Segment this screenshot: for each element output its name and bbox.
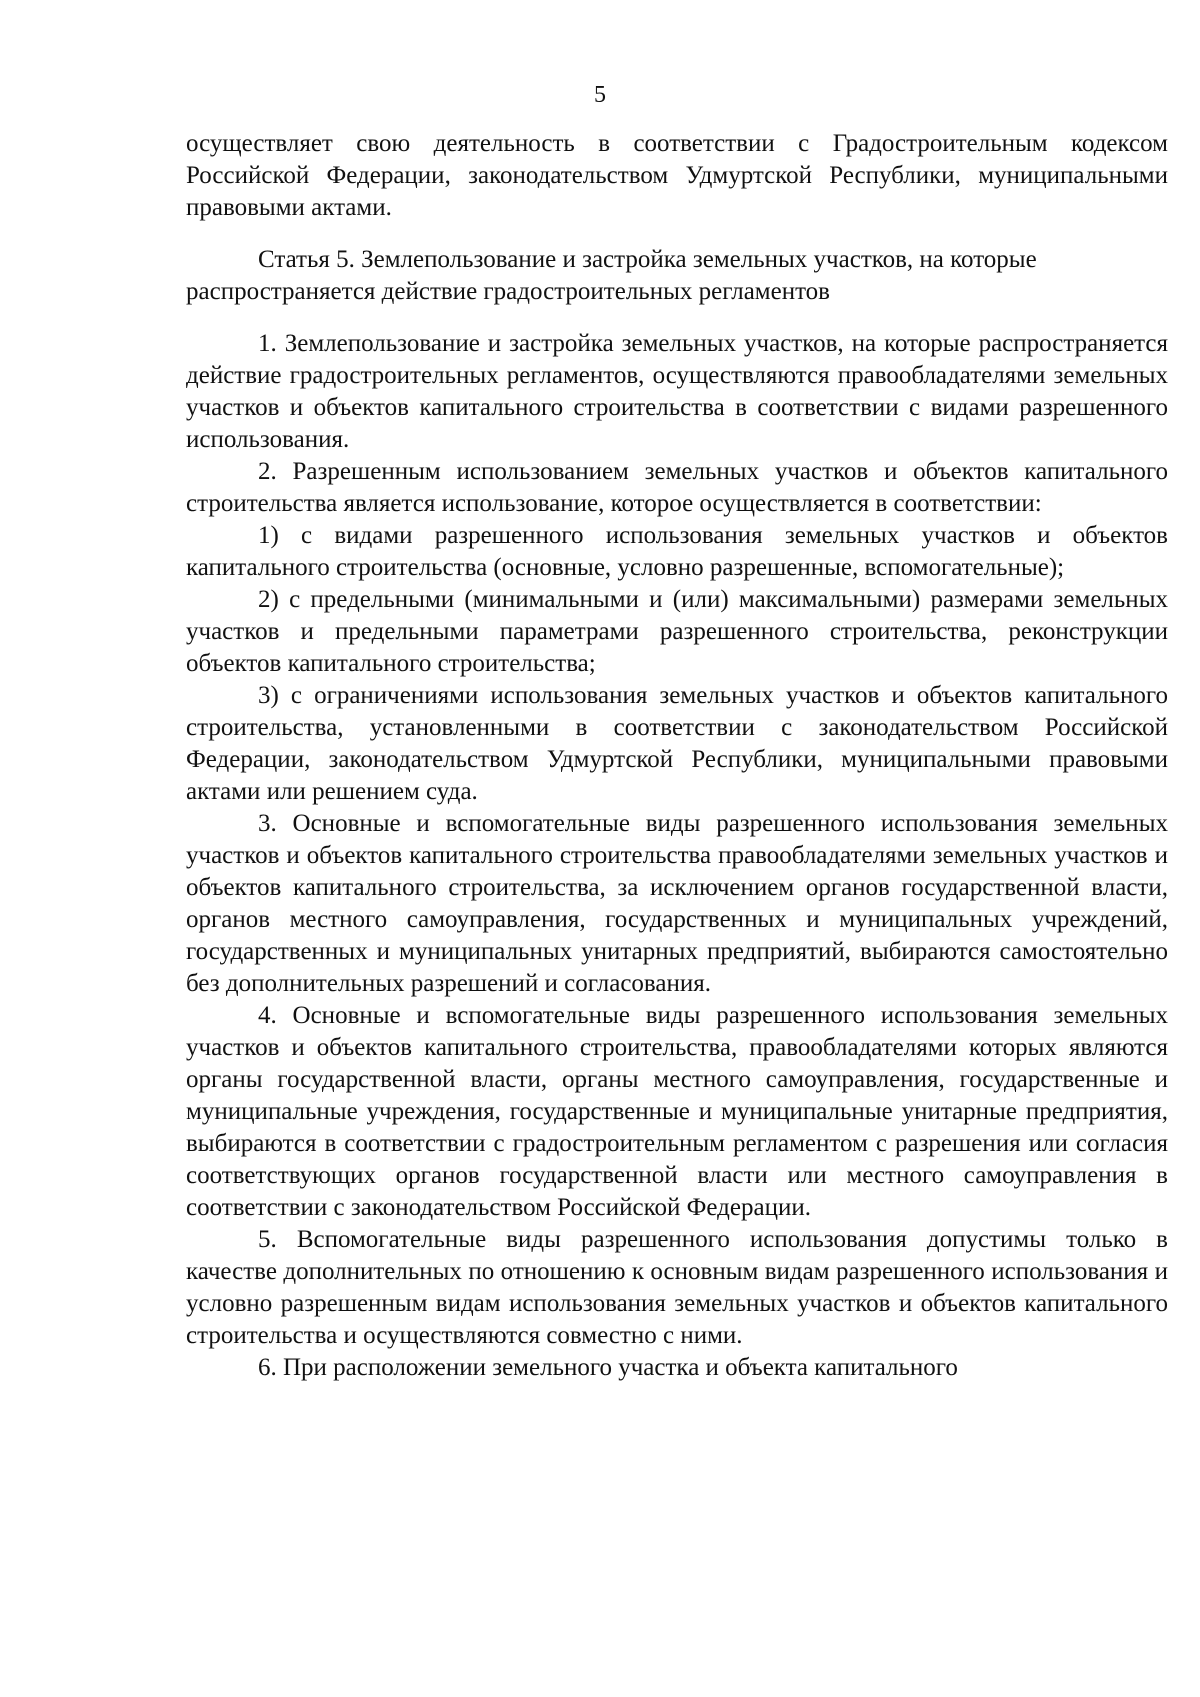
page-number: 5 [594, 82, 606, 108]
paragraph-6: 6. При расположении земельного участка и объекта капитального [258, 1354, 958, 1381]
document-body [186, 128, 1168, 1384]
article-title: Статья 5. Землепользование и застройка земельных участков, на которые распространяется действие градостроительных регламентов [186, 246, 1037, 305]
paragraph-2-item-1: 1) с видами разрешенного использования земельных участков и объектов капитального строительства (основные, условно разрешенные, вспомогательные); [186, 522, 1168, 581]
paragraph-3: 3. Основные и вспомогательные виды разрешенного использования земельных участков и объектов капитального строительства правообладателями земельных участков и объектов капитального строительства, за исключением органов государственной власти, органов местного самоуправления, государственных и муниципальных учреждений, государственных и муниципальных унитарных предприятий, выбираются самостоятельно без дополнительных разрешений и согласования. [186, 810, 1168, 997]
paragraph-2-item-3: 3) с ограничениями использования земельных участков и объектов капитального строительства, установленными в соответствии с законодательством Российской Федерации, законодательством Удмуртской Республики, муниципальными правовыми актами или решением суда. [186, 682, 1168, 805]
paragraph-5: 5. Вспомогательные виды разрешенного использования допустимы только в качестве дополнительных по отношению к основным видам разрешенного использования и условно разрешенным видам использования земельных участков и объектов капитального строительства и осуществляются совместно с ними. [186, 1226, 1168, 1349]
paragraph-2: 2. Разрешенным использованием земельных участков и объектов капитального строительства является использование, которое осуществляется в соответствии: [186, 458, 1168, 517]
paragraph-1: 1. Землепользование и застройка земельных участков, на которые распространяется действие градостроительных регламентов, осуществляются правообладателями земельных участков и объектов капитального строительства в соответствии с видами разрешенного использования. [186, 330, 1168, 453]
paragraph-2-item-2: 2) с предельными (минимальными и (или) максимальными) размерами земельных участков и предельными параметрами разрешенного строительства, реконструкции объектов капитального строительства; [186, 586, 1168, 677]
paragraph-intro: осуществляет свою деятельность в соответствии с Градостроительным кодексом Российской Федерации, законодательством Удмуртской Республики, муниципальными правовыми актами. [186, 130, 1168, 221]
paragraph-4: 4. Основные и вспомогательные виды разрешенного использования земельных участков и объектов капитального строительства, правообладателями которых являются органы государственной власти, органы местного самоуправления, государственные и муниципальные учреждения, государственные и муниципальные унитарные предприятия, выбираются в соответствии с градостроительным регламентом с разрешения или согласия соответствующих органов государственной власти или местного самоуправления в соответствии с законодательством Российской Федерации. [186, 1002, 1168, 1221]
